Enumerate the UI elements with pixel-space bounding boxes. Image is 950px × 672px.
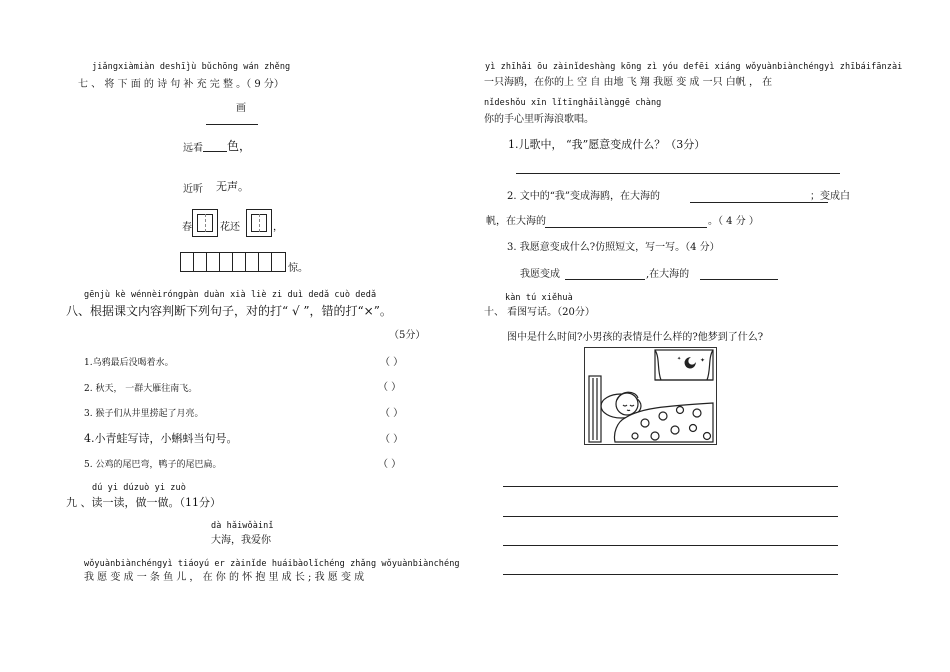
tianzi-box-1[interactable] bbox=[192, 209, 218, 237]
poem-line3-a: 春 bbox=[182, 222, 192, 233]
pinyin-line2: nǐdeshǒu xīn lǐtīnghǎilànggē chàng bbox=[484, 98, 662, 108]
tianzi-box-2[interactable] bbox=[246, 209, 272, 237]
q8-item-5: 5. 公鸡的尾巴弯，鸭子的尾巴扁。 bbox=[84, 460, 222, 470]
answer-blank-q9-2-a[interactable] bbox=[690, 202, 828, 203]
pinyin-q8: gēnjù kè wénnèiróngpàn duàn xià liè zi duì dedǎ cuò dedǎ bbox=[84, 290, 377, 300]
q8-title: 八、根据课文内容判断下列句子，对的打“ √ ”，错的打“×”。 bbox=[66, 304, 392, 318]
q8-item-3: 3. 猴子们从井里捞起了月亮。 bbox=[84, 409, 204, 419]
poem-line4-grid[interactable] bbox=[180, 252, 286, 272]
q8-item-3-paren[interactable]: （ ） bbox=[380, 408, 404, 419]
q8-item-1: 1.乌鸦最后没喝着水。 bbox=[84, 358, 174, 368]
pinyin-line1: yì zhīhǎi ōu zàinǐdeshàng kōng zì yóu defēi xiáng wǒyuànbiànchéngyì zhībáifānzài bbox=[485, 62, 903, 72]
writing-line-1[interactable] bbox=[503, 486, 838, 487]
pinyin-q9: dú yi dúzuò yi zuò bbox=[92, 483, 186, 493]
poem-line3-b: 花还 bbox=[220, 222, 240, 233]
q9-1: 1.儿歌中， “我”愿意变成什么？（3分） bbox=[508, 138, 706, 151]
writing-line-2[interactable] bbox=[503, 516, 838, 517]
q8-item-5-paren[interactable]: （ ） bbox=[378, 459, 402, 470]
poem9-title: 大海，我爱你 bbox=[211, 535, 271, 546]
pinyin-para: wǒyuànbiànchéngyì tiáoyú er zàinǐde huáibàolǐchéng zhǎng wǒyuànbiànchéng bbox=[84, 559, 460, 569]
q7-title: 七 、 将 下 面 的 诗 句 补 充 完 整 。（ 9 分） bbox=[78, 79, 284, 90]
q10-prompt: 图中是什么时间?小男孩的表情是什么样的?他梦到了什么? bbox=[507, 332, 764, 343]
writing-line-3[interactable] bbox=[503, 545, 838, 546]
poem-line1-b: 色， bbox=[227, 139, 252, 153]
poem-title-underline bbox=[206, 124, 258, 125]
poem-line3-c: ， bbox=[273, 222, 283, 233]
poem-line1-a: 远看 bbox=[183, 143, 203, 154]
answer-blank-q9-3-b[interactable] bbox=[700, 279, 778, 280]
line2: 你的手心里听海浪歌唱。 bbox=[484, 114, 594, 125]
poem-line2-a: 近听 bbox=[183, 184, 203, 195]
answer-blank-q9-2-b[interactable] bbox=[545, 227, 707, 228]
para-line: 我 愿 变 成 一 条 鱼 儿 ， 在 你 的 怀 抱 里 成 长 ; 我 愿 变 成 bbox=[84, 572, 365, 583]
poem-blank-1[interactable] bbox=[203, 151, 227, 152]
q8-item-4: 4.小青蛙写诗，小蝌蚪当句号。 bbox=[84, 432, 238, 445]
pinyin-q10: kàn tú xiěhuà bbox=[505, 293, 573, 303]
q9-title: 九 、读一读，做一做。（11分） bbox=[66, 496, 221, 509]
poem-title: 画 bbox=[236, 103, 246, 114]
pinyin-q7: jiǎngxiàmiàn deshīj̀ù bǔchōng wán zhěng bbox=[92, 62, 291, 72]
q8-item-2-paren[interactable]: （ ） bbox=[378, 382, 402, 393]
answer-line-q9-1[interactable] bbox=[516, 173, 840, 174]
writing-line-4[interactable] bbox=[503, 574, 838, 575]
q9-2-c: 帆，在大海的 bbox=[486, 216, 546, 227]
pinyin-poem9-title: dà hǎiwǒàinǐ bbox=[211, 521, 274, 531]
q9-2-b: ；变成白 bbox=[810, 191, 850, 202]
q8-item-1-paren[interactable]: （ ） bbox=[380, 357, 404, 368]
poem-line2-b: 无声。 bbox=[216, 180, 249, 193]
q9-3: 3. 我愿意变成什么?仿照短文，写一写。（4 分） bbox=[507, 242, 720, 253]
q8-item-4-paren[interactable]: （ ） bbox=[380, 434, 404, 445]
q8-item-2: 2. 秋天， 一群大雁往南飞。 bbox=[84, 384, 198, 394]
sleeping-boy-illustration bbox=[584, 347, 717, 445]
q9-2-d: 。（ 4 分 ） bbox=[708, 216, 759, 227]
q9-3-a: 我愿变成 bbox=[520, 269, 560, 280]
q10-title: 十、 看图写话。（20分） bbox=[484, 307, 595, 318]
q9-2-a: 2. 文中的“我”变成海鸥，在大海的 bbox=[507, 191, 660, 202]
q9-3-b: ,在大海的 bbox=[646, 269, 690, 280]
answer-blank-q9-3-a[interactable] bbox=[565, 279, 645, 280]
q8-score: （5分） bbox=[389, 330, 426, 341]
svg-text:✦: ✦ bbox=[677, 356, 682, 362]
poem-line4-end: 惊。 bbox=[288, 263, 308, 274]
svg-text:✦: ✦ bbox=[700, 357, 706, 364]
line1: 一只海鸥，在你的上 空 自 由地 飞 翔 我愿 变 成 一只 白帆 ， 在 bbox=[484, 77, 773, 88]
